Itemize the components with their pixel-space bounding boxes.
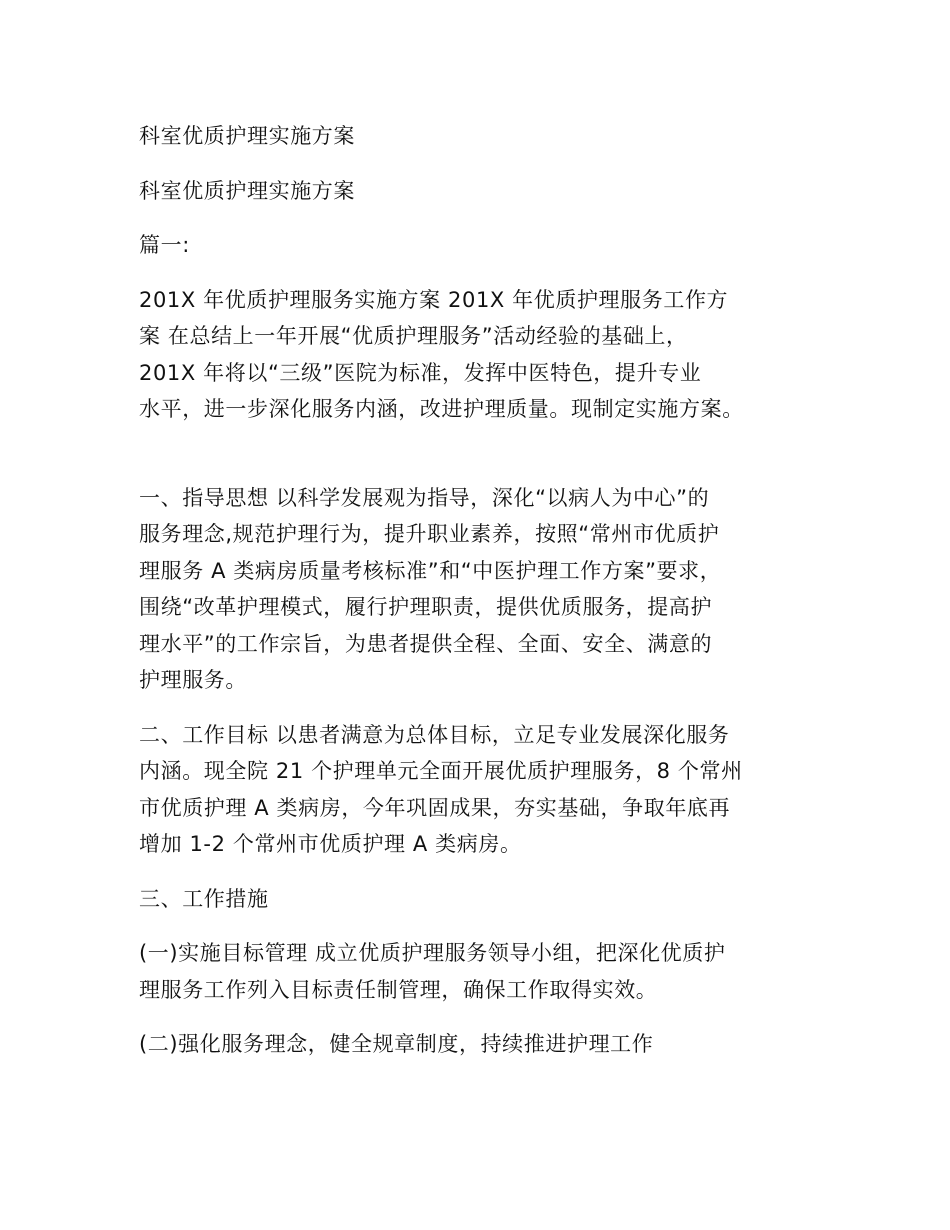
paragraph-line: 护理服务。	[139, 668, 247, 692]
paragraph-line: 围绕“改革护理模式，履行护理职责，提供优质服务，提高护	[139, 595, 713, 619]
paragraph-line: 案 在总结上一年开展“优质护理服务”活动经验的基础上，	[139, 324, 688, 348]
paragraph-line: 市优质护理 A 类病房，今年巩固成果，夯实基础，争取年底再	[139, 795, 731, 820]
document-subtitle	[139, 173, 819, 210]
subtitle-line: 科室优质护理实施方案	[139, 178, 355, 203]
paragraph-line: 201X 年将以“三级”医院为标准，发挥中医特色，提升专业	[139, 360, 702, 385]
paragraph-line: 三、工作措施	[139, 886, 269, 911]
title-line: 科室优质护理实施方案	[139, 124, 355, 148]
section-label-line: 篇一:	[139, 233, 190, 257]
paragraph-line: 服务理念,规范护理行为，提升职业素养，按照“常州市优质护	[139, 522, 720, 546]
document-title	[139, 118, 819, 155]
paragraph-line: (二)强化服务理念，健全规章制度，持续推进护理工作	[139, 1032, 654, 1056]
paragraph-measure-1	[139, 935, 819, 1008]
paragraph-measure-2	[139, 1026, 819, 1063]
paragraph-guiding-ideology	[139, 480, 819, 699]
paragraph-line: 二、工作目标 以患者满意为总体目标，立足专业发展深化服务	[139, 722, 730, 747]
paragraph-line: 增加 1-2 个常州市优质护理 A 类病房。	[139, 832, 522, 856]
paragraph-intro	[139, 282, 819, 428]
paragraph-line: 理水平”的工作宗旨，为患者提供全程、全面、安全、满意的	[139, 631, 713, 656]
paragraph-line: 内涵。现全院 21 个护理单元全面开展优质护理服务，8 个常州	[139, 759, 743, 783]
paragraph-line: (一)实施目标管理 成立优质护理服务领导小组，把深化优质护	[139, 941, 726, 965]
section-label	[139, 227, 819, 264]
paragraph-spacer	[139, 446, 819, 480]
paragraph-line: 一、指导思想 以科学发展观为指导，深化“以病人为中心”的	[139, 485, 710, 510]
paragraph-work-measures	[139, 881, 819, 918]
paragraph-work-goals	[139, 717, 819, 863]
paragraph-line: 理服务工作列入目标责任制管理，确保工作取得实效。	[139, 977, 658, 1002]
paragraph-line: 201X 年优质护理服务实施方案 201X 年优质护理服务工作方	[139, 287, 729, 312]
document-body	[139, 118, 819, 1081]
paragraph-line: 理服务 A 类病房质量考核标准”和“中医护理工作方案”要求，	[139, 558, 722, 583]
paragraph-line: 水平，进一步深化服务内涵，改进护理质量。现制定实施方案。	[139, 397, 744, 421]
